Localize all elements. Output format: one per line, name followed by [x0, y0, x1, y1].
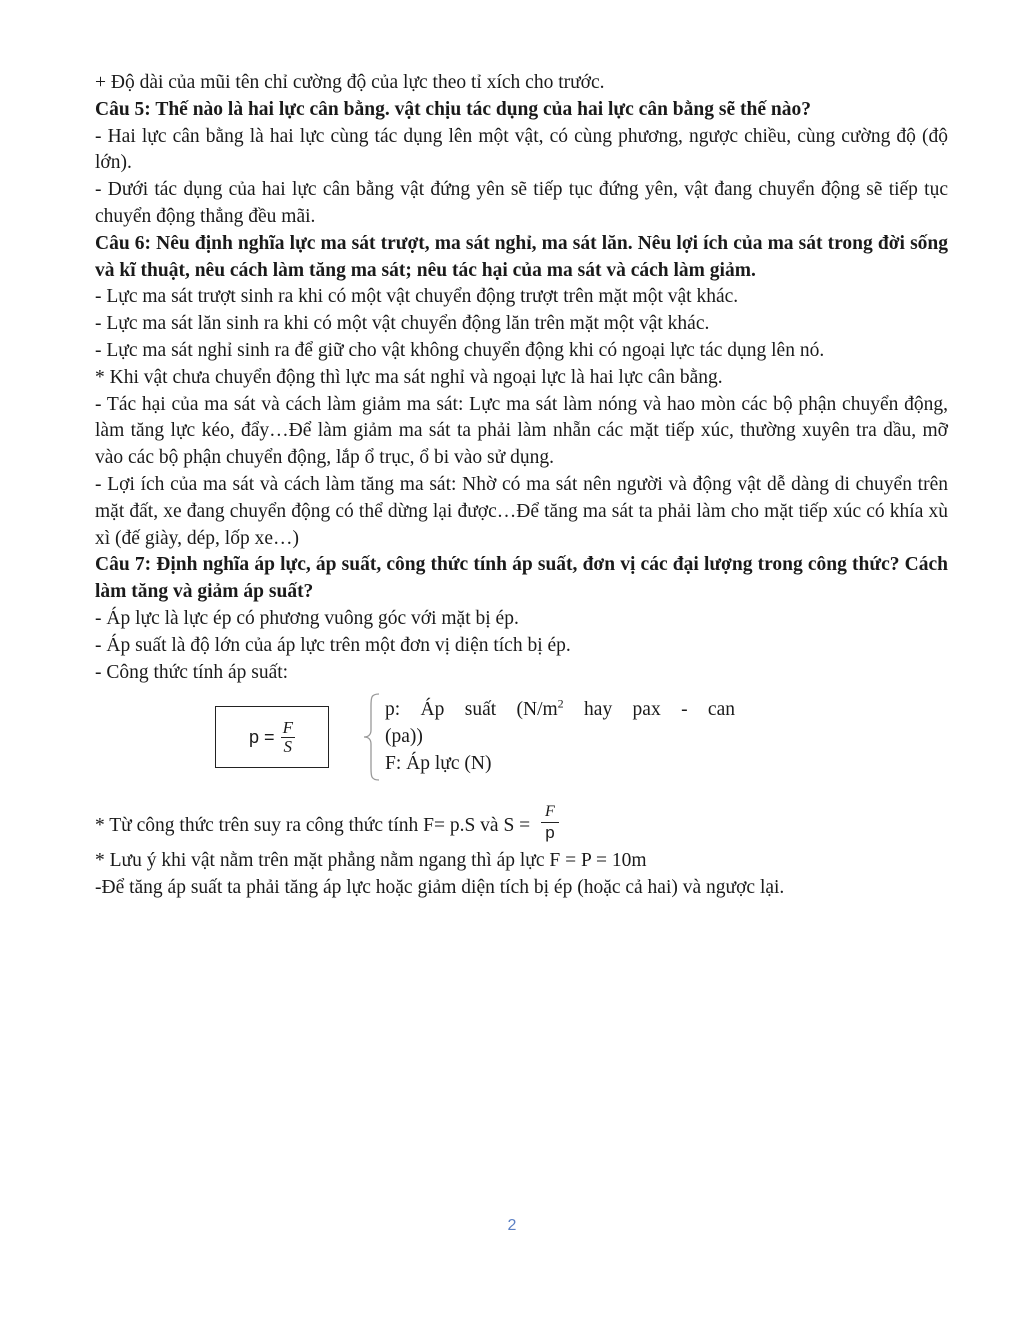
question-6-title: Câu 6: Nêu định nghĩa lực ma sát trượt, ma sát nghỉ, ma sát lăn. Nêu lợi ích của ma sát trong đời sống và kĩ thuật, nêu cách làm tăng ma sát; nêu tác hại của ma sát và cách làm giảm.	[95, 232, 948, 281]
q7-answer-3: - Công thức tính áp suất:	[95, 661, 289, 683]
intro-line: + Độ dài của mũi tên chỉ cường độ của lực theo tỉ xích cho trước.	[95, 72, 605, 93]
left-brace-icon	[363, 692, 387, 782]
q6-answer-6: - Lợi ích của ma sát và cách làm tăng ma sát: Nhờ có ma sát nên người và động vật dễ dàng di chuyển trên mặt đất, xe đang chuyển động có thể dừng lại được…Để tăng ma sát ta phải làm cho mặt tiếp xúc có khía xù xì (đế giày, dép, lốp xe…)	[95, 473, 948, 549]
pressure-formula-box	[215, 706, 329, 768]
q7-answer-1: - Áp lực là lực ép có phương vuông góc với mặt bị ép.	[95, 607, 519, 629]
formula-denominator: S	[283, 736, 292, 756]
q5-answer-1: - Hai lực cân bằng là hai lực cùng tác dụng lên một vật, có cùng phương, ngược chiều, cùng cường độ (độ lớn).	[95, 125, 948, 174]
legend-pressure: p: Áp suất ($N/m^2$ hay pax - can	[385, 696, 735, 721]
formula-numerator: F	[282, 717, 293, 737]
derive-denominator: p	[545, 823, 555, 843]
q7-answer-2: - Áp suất là độ lớn của áp lực trên một đơn vị diện tích bị ép.	[95, 634, 571, 656]
q5-answer-2: - Dưới tác dụng của hai lực cân bằng vật đứng yên sẽ tiếp tục đứng yên, vật đang chuyển động sẽ tiếp tục chuyển động thẳng đều mãi.	[95, 179, 948, 227]
question-5-title: Câu 5: Thế nào là hai lực cân bằng. vật chịu tác dụng của hai lực cân bằng sẽ thế nào?	[95, 98, 811, 120]
formula-lhs: p =	[249, 726, 275, 747]
pressure-formula-block	[95, 686, 948, 790]
derived-formula-line	[95, 792, 948, 848]
derive-text: * Từ công thức trên suy ra công thức tính F= p.S và S =	[95, 815, 531, 837]
formula-fraction	[281, 719, 295, 756]
q6-answer-2: - Lực ma sát lăn sinh ra khi có một vật chuyển động lăn trên mặt một vật khác.	[95, 313, 710, 335]
q6-answer-1: - Lực ma sát trượt sinh ra khi có một vật chuyển động trượt trên mặt một vật khác.	[95, 286, 739, 308]
q7-note: * Lưu ý khi vật nằm trên mặt phẳng nằm ngang thì áp lực F = P = 10m	[95, 850, 647, 872]
document-page	[95, 70, 948, 902]
q7-last-line: -Để tăng áp suất ta phải tăng áp lực hoặc giảm diện tích bị ép (hoặc cả hai) và ngược lại.	[95, 877, 785, 899]
q6-answer-3: - Lực ma sát nghỉ sinh ra để giữ cho vật không chuyển động khi có ngoại lực tác dụng lên nó.	[95, 339, 825, 361]
derive-fraction	[541, 802, 559, 843]
q6-answer-5: - Tác hại của ma sát và cách làm giảm ma sát: Lực ma sát làm nóng và hao mòn các bộ phận chuyển động, làm tăng lực kéo, đẩy…Để làm giảm ma sát ta phải làm nhẵn các mặt tiếp xúc, thường xuyên tra dầu, mỡ vào các bộ phận chuyển động, lắp ổ trục, ổ bi vào sử dụng.	[95, 393, 948, 469]
legend-pressure-unit: (pa))	[385, 726, 423, 748]
derive-numerator: F	[541, 802, 559, 823]
page-number: 2	[507, 1217, 517, 1234]
legend-force: F: Áp lực (N)	[385, 753, 492, 775]
question-7-title: Câu 7: Định nghĩa áp lực, áp suất, công thức tính áp suất, đơn vị các đại lượng trong công thức? Cách làm tăng và giảm áp suất?	[95, 554, 948, 603]
formula-legend	[385, 696, 735, 777]
q6-answer-4: * Khi vật chưa chuyển động thì lực ma sát nghỉ và ngoại lực là hai lực cân bằng.	[95, 366, 723, 388]
